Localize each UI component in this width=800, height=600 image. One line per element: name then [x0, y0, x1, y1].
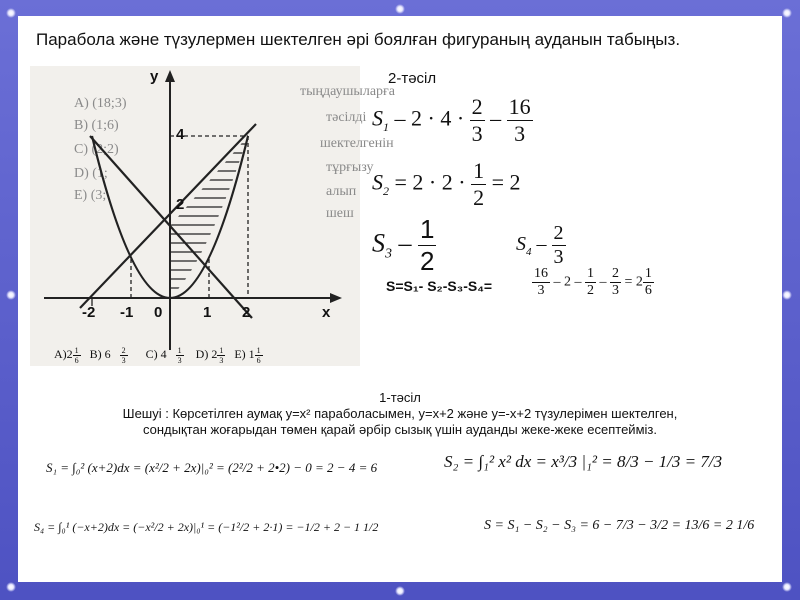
method1-line2: сондықтан жоғарыдан төмен қарай әрбір сызық үшін ауданды жеке-жеке есептейміз. [143, 422, 657, 437]
answer-b: B) 6 $\frac{2}{3}$ [89, 346, 126, 365]
tick-label-y2: 2 [176, 196, 185, 213]
ghost-text: тұрғызу [326, 160, 374, 175]
method1-line1: Шешуі : Көрсетілген аумақ y=x² параболасымен, y=x+2 және y=-x+2 түзулерімен шектелген, [122, 406, 678, 421]
method2-total: $\frac{16}{3}$ – 2 – $\frac{1}{2}$ – $\frac{2}{3}$ = 2 $\frac{1}{6}$ [534, 266, 652, 298]
ghost-text: A) (18;3) [74, 96, 127, 111]
formula-total: S = S₁ − S₂ − S₃ = 6 − 7/3 − 3/2 = 13/6 = 2 1/6 [484, 518, 755, 533]
sparkle-decoration [782, 582, 792, 592]
method2-s4: $S_4$ – $\frac{2}{3}$ [516, 222, 564, 268]
page-title: Парабола және түзулермен шектелген әрі боялған фигураның ауданын табыңыз. [36, 30, 681, 49]
ghost-text: алып [326, 184, 357, 199]
axis-label-y: y [150, 68, 159, 85]
ghost-text: E) (3; [74, 188, 107, 203]
tick-label-x2: 2 [242, 304, 251, 321]
ghost-text: D) (1; [74, 166, 108, 181]
tick-label-xm1: -1 [120, 304, 134, 321]
graph-svg [30, 66, 360, 366]
sparkle-decoration [6, 582, 16, 592]
ghost-text: шеш [326, 206, 354, 221]
tick-label-xm2: -2 [82, 304, 96, 321]
answer-options [54, 346, 263, 365]
answer-e: E) 1 $\frac{1}{6}$ [234, 346, 261, 365]
tick-label-x0: 0 [154, 304, 163, 321]
line-x-plus-2 [80, 124, 256, 308]
axis-label-x: x [322, 304, 331, 321]
shaded-region [160, 144, 260, 288]
method2-s3: $S_3$ – $\frac{1}{2}$ [372, 214, 435, 276]
method1-heading: 1-тәсіл [379, 390, 421, 405]
sparkle-decoration [395, 4, 405, 14]
formula-s4: S₄ = ∫₀¹ (−x+2)dx = (−x²/2 + 2x)|₀¹ = (−1²/2 + 2·1) = −1/2 + 2 − 1 1/2 [34, 520, 379, 534]
sparkle-decoration [6, 8, 16, 18]
sparkle-decoration [782, 290, 792, 300]
formula-s1: S₁ = ∫₀² (x+2)dx = (x²/2 + 2x)|₀² = (2²/2 + 2•2) − 0 = 2 − 4 = 6 [46, 460, 378, 475]
x-axis-arrow-icon [330, 293, 342, 303]
ghost-text: B) (1;6) [74, 118, 119, 133]
answer-c: C) 4 $\frac{1}{3}$ [145, 346, 182, 365]
tick-label-y4: 4 [176, 126, 185, 143]
ghost-text: C) (2;2) [74, 142, 119, 157]
answer-a: A)2 $\frac{1}{6}$ [54, 346, 79, 365]
ghost-text: тәсілді [326, 110, 367, 125]
method2-s1: $S_1 - 2 \cdot 4$ · $\frac{2}{3}$ – $\frac{16}{3}$ [372, 94, 531, 146]
tick-label-x1: 1 [203, 304, 212, 321]
method2-heading: 2-тәсіл [388, 70, 437, 87]
ghost-text: тыңдаушыларға [300, 84, 395, 99]
y-axis-arrow-icon [165, 70, 175, 82]
formula-s2: S₂ = ∫₁² x² dx = x³/3 |₁² = 8/3 − 1/3 = 7/3 [444, 452, 723, 471]
answer-d: D) 2 $\frac{1}{3}$ [195, 346, 224, 365]
sparkle-decoration [782, 8, 792, 18]
graph-scan [30, 66, 395, 366]
sparkle-decoration [395, 586, 405, 596]
method2-s2: $S_2 = 2 \cdot 2$ · $\frac{1}{2}$ = 2 [372, 158, 521, 210]
ghost-text: шектелгенін [320, 136, 394, 151]
method2-total-label: S=S₁- S₂-S₃-S₄= [386, 278, 493, 294]
sparkle-decoration [6, 290, 16, 300]
